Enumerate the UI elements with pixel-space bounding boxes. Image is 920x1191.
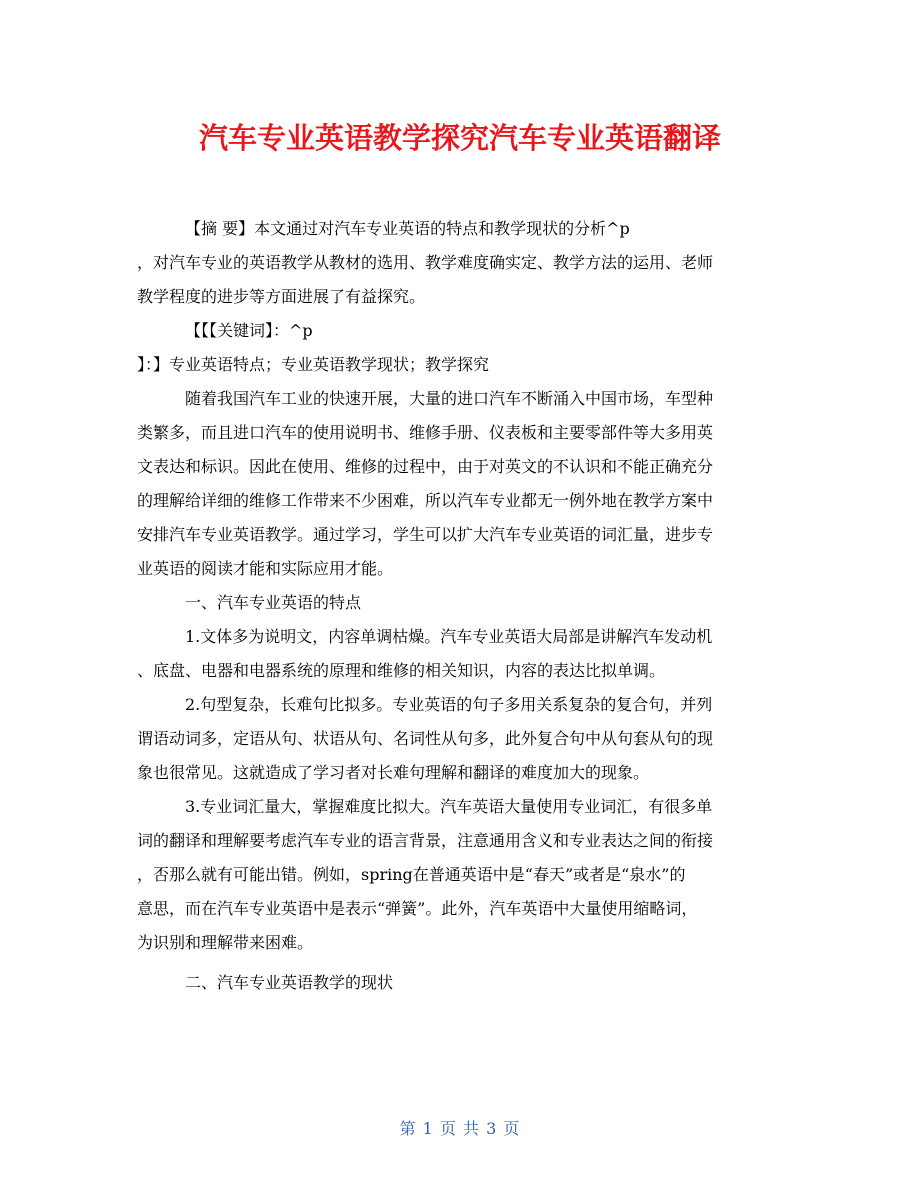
point-1-line-2: 、底盘、电器和电器系统的原理和维修的相关知识，内容的表达比拟单调。 — [137, 661, 666, 680]
point-3-line-1: 3.专业词汇量大，掌握难度比拟大。汽车英语大量使用专业词汇，有很多单 — [185, 797, 713, 816]
section-heading-2: 二、汽车专业英语教学的现状 — [185, 973, 394, 992]
paragraph-1-line-2: 类繁多，而且进口汽车的使用说明书、维修手册、仪表板和主要零部件等大多用英 — [137, 423, 714, 442]
paragraph-1-line-1: 随着我国汽车工业的快速开展，大量的进口汽车不断涌入中国市场，车型种 — [185, 389, 714, 408]
keywords-line-2: 】：】专业英语特点；专业英语教学现状；教学探究 — [137, 355, 490, 374]
keywords-line-1: 【【【关键词】：^p — [185, 321, 313, 340]
paragraph-1-line-4: 的理解给详细的维修工作带来不少困难，所以汽车专业都无一例外地在教学方案中 — [137, 491, 714, 510]
section-heading-1: 一、汽车专业英语的特点 — [185, 593, 362, 612]
point-2-line-2: 谓语动词多，定语从句、状语从句、名词性从句多，此外复合句中从句套从句的现 — [137, 729, 714, 748]
point-3-line-2: 词的翻译和理解要考虑汽车专业的语言背景，注意通用含义和专业表达之间的衔接 — [137, 831, 714, 850]
point-1-line-1: 1.文体多为说明文，内容单调枯燥。汽车专业英语大局部是讲解汽车发动机 — [185, 627, 713, 646]
paragraph-1-line-3: 文表达和标识。因此在使用、维修的过程中，由于对英文的不认识和不能正确充分 — [137, 457, 714, 476]
point-2-line-3: 象也很常见。这就造成了学习者对长难句理解和翻译的难度加大的现象。 — [137, 763, 650, 782]
abstract-line-3: 教学程度的进步等方面进展了有益探究。 — [137, 287, 426, 306]
abstract-line-1: 【摘 要】本文通过对汽车专业英语的特点和教学现状的分析^p — [185, 219, 630, 238]
point-3-line-3: ，否那么就有可能出错。例如，spring在普通英语中是“春天”或者是“泉水”的 — [137, 865, 686, 884]
point-3-line-4: 意思，而在汽车专业英语中是表示“弹簧”。此外，汽车英语中大量使用缩略词， — [137, 899, 698, 918]
document-body — [137, 216, 785, 996]
point-3-line-5: 为识别和理解带来困难。 — [137, 933, 314, 952]
page-number-footer: 第 1 页 共 3 页 — [399, 1119, 521, 1138]
paragraph-1-line-6: 业英语的阅读才能和实际应用才能。 — [137, 559, 394, 578]
point-2-line-1: 2.句型复杂，长难句比拟多。专业英语的句子多用关系复杂的复合句，并列 — [185, 695, 713, 714]
paragraph-1-line-5: 安排汽车专业英语教学。通过学习，学生可以扩大汽车专业英语的词汇量，进步专 — [137, 525, 714, 544]
abstract-line-2: ，对汽车专业的英语教学从教材的选用、教学难度确实定、教学方法的运用、老师 — [137, 253, 714, 272]
document-title: 汽车专业英语教学探究汽车专业英语翻译 — [198, 121, 721, 155]
